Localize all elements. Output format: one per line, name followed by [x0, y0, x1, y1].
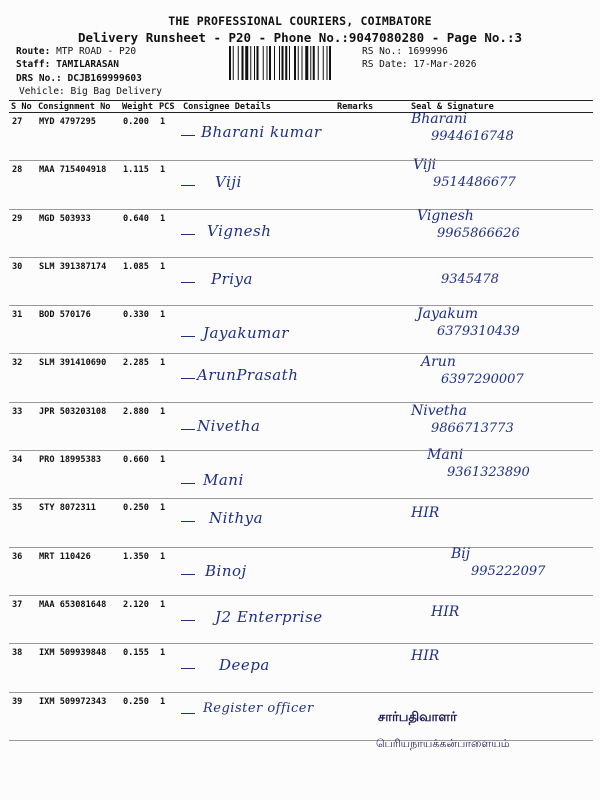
row-sno: 37 [9, 595, 36, 643]
rs-no-label: RS No.: [362, 46, 403, 57]
handwritten-phone: 9944616748 [431, 129, 514, 144]
col-header-consignee: Consignee Details [181, 101, 335, 113]
row-sno: 38 [9, 644, 36, 692]
row-pcs: 1 [157, 354, 181, 402]
company-title: THE PROFESSIONAL COURIERS, COIMBATORE [168, 14, 432, 28]
stamp-line-2: பெரியநாயக்கன்பாளையம் [376, 737, 510, 750]
barcode-bar [245, 46, 248, 80]
row-consignment-no: MGD 503933 [36, 209, 120, 257]
row-consignment-no: SLM 391410690 [36, 354, 120, 402]
handwritten-phone: 9345478 [441, 271, 499, 287]
row-pcs: 1 [157, 306, 181, 354]
route-line [16, 46, 136, 57]
barcode-bar [294, 46, 296, 80]
row-signature [391, 157, 593, 209]
row-consignee-details [181, 113, 335, 161]
barcode-bar [305, 46, 308, 80]
barcode-bar [238, 46, 239, 80]
handwritten-phone: 995222097 [471, 563, 546, 579]
row-pcs: 1 [157, 113, 181, 161]
table-row [9, 499, 593, 547]
row-consignee-details [181, 354, 335, 402]
handwritten-receiver-name: Bharani kumar [201, 123, 322, 141]
row-pcs: 1 [157, 209, 181, 257]
row-consignment-no: IXM 509972343 [36, 692, 120, 740]
row-pcs: 1 [157, 451, 181, 499]
handwritten-signature: Bij [451, 545, 471, 562]
barcode-bar [289, 46, 290, 80]
handwritten-receiver-name: Register officer [203, 700, 314, 716]
col-header-pcs: PCS [157, 101, 181, 113]
handwritten-signature: HIR [431, 603, 460, 620]
row-consignee-details [181, 257, 335, 305]
handwritten-receiver-name: Viji [215, 173, 242, 192]
handwritten-phone: 6379310439 [437, 324, 520, 340]
row-signature [391, 547, 593, 595]
row-remarks [335, 499, 391, 547]
row-consignee-details [181, 644, 335, 692]
handwritten-signature: Jayakum [417, 306, 478, 323]
row-weight: 2.120 [120, 595, 157, 643]
row-consignee-details [181, 402, 335, 450]
barcode-bar [229, 46, 231, 80]
table-row [9, 306, 593, 354]
handwritten-dash [181, 185, 195, 186]
handwritten-receiver-name: Nivetha [197, 416, 261, 435]
row-pcs: 1 [157, 547, 181, 595]
table-row [9, 354, 593, 402]
row-remarks [335, 402, 391, 450]
handwritten-phone: 6397290007 [441, 372, 524, 388]
row-sno: 33 [9, 402, 36, 450]
row-signature [391, 595, 593, 643]
stamp-line-1: சார்பதிவாளர் [378, 710, 457, 725]
handwritten-receiver-name: Jayakumar [203, 324, 289, 343]
barcode-bar [318, 46, 319, 80]
handwritten-receiver-name: Nithya [209, 509, 264, 528]
barcode-bar [285, 46, 287, 80]
row-weight: 0.660 [120, 451, 157, 499]
handwritten-signature: Arun [421, 354, 456, 371]
barcode-bar [274, 46, 275, 80]
drs-line [16, 73, 142, 84]
row-remarks [335, 209, 391, 257]
vehicle-value: Big Bag Delivery [70, 86, 163, 97]
table-row [9, 209, 593, 257]
row-remarks [335, 451, 391, 499]
handwritten-dash [181, 713, 195, 714]
handwritten-dash [181, 521, 195, 522]
barcode-bar [302, 46, 303, 80]
row-sno: 36 [9, 547, 36, 595]
barcode-bar [254, 46, 255, 80]
row-weight: 0.200 [120, 113, 157, 161]
row-consignee-details [181, 499, 335, 547]
barcode-bar [329, 46, 331, 80]
table-row [9, 692, 593, 740]
row-sno: 28 [9, 161, 36, 209]
row-pcs: 1 [157, 595, 181, 643]
handwritten-receiver-name: Deepa [219, 656, 270, 675]
row-consignment-no: SLM 391387174 [36, 257, 120, 305]
row-signature [391, 354, 593, 402]
row-consignment-no: PRO 18995383 [36, 451, 120, 499]
row-remarks [335, 113, 391, 161]
table-row [9, 113, 593, 161]
handwritten-phone: 9866713773 [431, 420, 514, 436]
table-row [9, 547, 593, 595]
handwritten-signature: Viji [413, 157, 437, 174]
row-consignee-details [181, 692, 335, 740]
row-weight: 0.155 [120, 644, 157, 692]
col-header-sno: S No [9, 101, 36, 113]
row-consignment-no: JPR 503203108 [36, 402, 120, 450]
col-header-signature: Seal & Signature [391, 101, 593, 113]
row-signature [391, 644, 593, 692]
barcode-bar [323, 46, 324, 80]
row-sno: 29 [9, 209, 36, 257]
row-remarks [335, 547, 391, 595]
row-remarks [335, 257, 391, 305]
drs-label: DRS No.: [16, 73, 62, 84]
barcode-bar [310, 46, 311, 80]
row-consignment-no: IXM 509939848 [36, 644, 120, 692]
handwritten-dash [181, 234, 195, 235]
row-pcs: 1 [157, 257, 181, 305]
row-consignment-no: MAA 653081648 [36, 595, 120, 643]
row-remarks [335, 306, 391, 354]
col-header-remarks: Remarks [335, 101, 391, 113]
handwritten-receiver-name: Vignesh [207, 221, 272, 240]
handwritten-dash [181, 336, 195, 337]
row-pcs: 1 [157, 499, 181, 547]
table-row [9, 451, 593, 499]
row-consignment-no: BOD 570176 [36, 306, 120, 354]
row-sno: 30 [9, 257, 36, 305]
row-weight: 0.640 [120, 209, 157, 257]
row-signature [391, 402, 593, 450]
handwritten-dash [181, 620, 195, 621]
col-header-consignment: Consignment No [36, 101, 120, 113]
table-header-row [9, 101, 593, 113]
staff-line [16, 59, 119, 70]
row-sno: 32 [9, 354, 36, 402]
handwritten-dash [181, 378, 195, 379]
barcode-bar [279, 46, 280, 80]
handwritten-dash [181, 429, 195, 430]
row-sno: 35 [9, 499, 36, 547]
table-row [9, 644, 593, 692]
row-consignment-no: MRT 110426 [36, 547, 120, 595]
row-signature [391, 447, 593, 499]
handwritten-receiver-name: ArunPrasath [197, 366, 299, 385]
row-weight: 0.250 [120, 499, 157, 547]
barcode-bar [242, 46, 244, 80]
handwritten-signature: Nivetha [411, 402, 467, 419]
handwritten-receiver-name: Priya [211, 269, 253, 288]
barcode-bar [313, 46, 315, 80]
row-sno: 34 [9, 451, 36, 499]
table-row [9, 402, 593, 450]
handwritten-dash [181, 668, 195, 669]
row-signature [391, 113, 593, 161]
table-row [9, 161, 593, 209]
rs-date-line [362, 59, 476, 70]
handwritten-dash [181, 574, 195, 575]
row-consignee-details [181, 306, 335, 354]
handwritten-signature: Vignesh [417, 207, 474, 224]
row-remarks [335, 354, 391, 402]
row-consignment-no: STY 8072311 [36, 499, 120, 547]
row-consignee-details [181, 547, 335, 595]
route-value: MTP ROAD - P20 [56, 46, 137, 57]
handwritten-dash [181, 483, 195, 484]
runsheet-table [9, 100, 593, 741]
barcode [229, 46, 357, 80]
row-sno: 39 [9, 692, 36, 740]
handwritten-dash [181, 135, 195, 136]
runsheet-subtitle: Delivery Runsheet - P20 - Phone No.:9047080280 - Page No.:3 [77, 30, 522, 45]
barcode-bar [267, 46, 268, 80]
col-header-weight: Weight [120, 101, 157, 113]
row-consignee-details [181, 451, 335, 499]
barcode-bar [298, 46, 299, 80]
barcode-bar [327, 46, 328, 80]
row-remarks [335, 161, 391, 209]
handwritten-phone: 9965866626 [437, 225, 520, 241]
row-weight: 1.085 [120, 257, 157, 305]
barcode-bar [282, 46, 284, 80]
row-remarks [335, 595, 391, 643]
row-weight: 2.880 [120, 402, 157, 450]
row-consignment-no: MYD 4797295 [36, 113, 120, 161]
barcode-bar [263, 46, 264, 80]
rs-date-label: RS Date: [362, 59, 408, 70]
rs-no-line [362, 46, 448, 57]
drs-value: DCJB169999603 [67, 73, 142, 84]
row-weight: 2.285 [120, 354, 157, 402]
row-remarks [335, 644, 391, 692]
staff-label: Staff: [16, 59, 51, 70]
handwritten-signature: Bharani [411, 111, 468, 127]
handwritten-phone: 9514486677 [433, 175, 516, 191]
row-pcs: 1 [157, 644, 181, 692]
row-pcs: 1 [157, 692, 181, 740]
handwritten-phone: 9361323890 [447, 465, 530, 481]
route-label: Route: [16, 46, 51, 57]
barcode-bar [250, 46, 251, 80]
barcode-bar [257, 46, 259, 80]
row-pcs: 1 [157, 402, 181, 450]
row-weight: 1.115 [120, 161, 157, 209]
row-sno: 27 [9, 113, 36, 161]
rs-date-value: 17-Mar-2026 [413, 59, 477, 70]
handwritten-signature: HIR [411, 505, 440, 522]
row-signature [391, 257, 593, 305]
rs-no-value: 1699996 [407, 46, 448, 57]
barcode-bar [233, 46, 234, 80]
staff-value: TAMILARASAN [56, 59, 119, 70]
handwritten-dash [181, 282, 195, 283]
row-signature [391, 306, 593, 354]
row-sno: 31 [9, 306, 36, 354]
row-signature [391, 499, 593, 547]
row-consignment-no: MAA 715404918 [36, 161, 120, 209]
row-consignee-details [181, 595, 335, 643]
row-weight: 1.350 [120, 547, 157, 595]
table-row [9, 595, 593, 643]
handwritten-signature: HIR [411, 648, 440, 665]
handwritten-signature: Mani [427, 447, 464, 464]
handwritten-receiver-name: Binoj [205, 561, 247, 580]
barcode-bar [269, 46, 271, 80]
table-row [9, 257, 593, 305]
vehicle-line [19, 86, 162, 97]
row-pcs: 1 [157, 161, 181, 209]
row-consignee-details [181, 161, 335, 209]
handwritten-receiver-name: Mani [203, 471, 244, 490]
row-weight: 0.330 [120, 306, 157, 354]
row-weight: 0.250 [120, 692, 157, 740]
vehicle-label: Vehicle: [19, 86, 65, 97]
handwritten-receiver-name: J2 Enterprise [215, 607, 323, 626]
row-consignee-details [181, 209, 335, 257]
row-signature [391, 209, 593, 257]
